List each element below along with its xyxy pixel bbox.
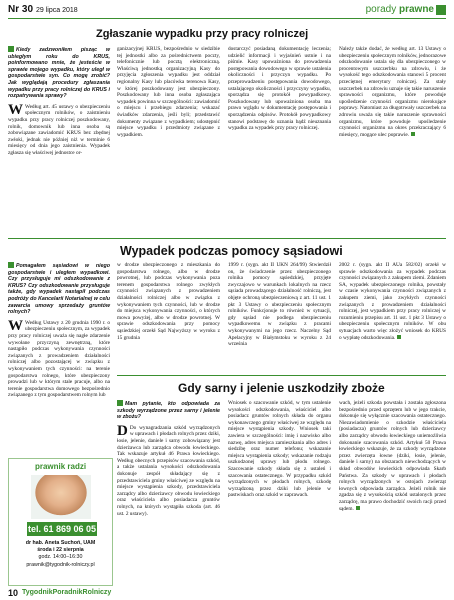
article-1-body-1-text: Według art. 45 ustawy o ubezpieczeniu społecznym rolników, o zaistnieniu wypadku przy pracy rolniczej poszkodowany, rolnik, domownik lub inna osoba są zobowiązane zawiadomić KRUS bez zbędnej zwłoki, jednak nie później niż w terminie 6 miesięcy od dnia jego zaistnienia. Wypadek zgłasza się właściwej jednostce or- bbox=[8, 103, 110, 156]
article-1-column-2: ganizacyjnej KRUS, bezpośrednio w siedzibie tej jednostki albo za pośrednictwem poczty, telefonicznie lub pocztą elektroniczną. Właściwą jednostką organizacyjną Kasy do przyjęcia zgłoszenia wypadku jest oddział regionalny Kasy lub placówka terenowa Kasy, w której poszkodowany jest ubezpieczony. Poszkodowany lub inna osoba zgłaszająca wypadek powinna w szczególności: zawiadomić o miejscu i przebiegu zdarzenia; wskazać świadków zdarzenia, jeśli byli; przedstawić dokumenty związane z wypadkiem; udostępnić miejsce wypadku i przedmioty związane z wypadkiem. bbox=[117, 46, 220, 138]
section-mark-icon bbox=[436, 5, 446, 15]
article-2-column-4 bbox=[339, 262, 446, 341]
section-logo-bold: prawne bbox=[398, 4, 434, 15]
article-3-column-3-text: wach, jeżeli szkoda powstała i została zgłoszona bezpośrednio przed sprzętem lub w jego trakcie, dokonuje się wyłącznie szacowania ostatecznego. Niezawiadomienie o szkodzie właściciela (posiadacza) gruntów rolnych lub dzierżawcy albo zarządcy obwodu łowieckiego uniemożliwia dokonanie szacowania szkód. Artykuł 50 Prawa łowieckiego wskazuje, że za szkody wyrządzone przez zwierzęta łowne (dziki, łosie, jelenie, daniele i sarny) na obszarach niewchodzących w skład obwodów łowieckich odpowiada Skarb Państwa. Za szkody w uprawach i płodach rolnych wyrządzonych w ostojach zwierząt łownych odpowiada zarządca. Jeżeli rolnik nie zgadza się z wysokością szkód ustalonych przez zarządcę, ma prawo dochodzić swoich racji przed sądem. bbox=[339, 400, 446, 512]
issue-info bbox=[8, 4, 78, 15]
dropcap-W: W bbox=[8, 101, 23, 118]
article-3-title: Gdy sarny i jelenie uszkodziły zboże bbox=[178, 381, 385, 395]
brand-part-1: Tygodnik bbox=[22, 589, 53, 596]
article-1-title: Zgłaszanie wypadku przy pracy rolniczej bbox=[96, 28, 309, 40]
article-3-body-1-text: Do wynagradzania szkód wyrządzonych w uprawach i płodach rolnych przez dziki, łosie, jelenie, daniele i sarny zobowiązany jest dzierżawca lub zarządca obwodu łowieckiego. Tak wskazuje artykuł 46 Prawa łowieckiego. Według obecnych przepisów szacowania szkód, a także ustalania wysokości odszkodowania dokonuje zespół składający się z przedstawiciela gminy właściwej ze względu na miejsce wystąpienia szkody, przedstawiciela zarządcy albo dzierżawcy obwodu łowieckiego oraz właściciela albo posiadacza gruntów rolnych, na których wystąpiła szkoda (art. 46 ust. 2 ustawy). bbox=[117, 424, 221, 517]
page-number: 10 bbox=[8, 588, 19, 598]
article-1-body-1 bbox=[8, 101, 110, 157]
article-3-column-1 bbox=[117, 400, 220, 517]
article-1-column-3: dostarczyć posiadaną dokumentację leczenia; udzielić informacji i wyjaśnień ustnie i na piśmie. Kasy upoważniona do prowadzenia postępowania dowodowego w sprawie ustalenia okoliczności i przyczyn wypadku. Po przeprowadzeniu postępowania dowodowego, ustalającego okoliczności i przyczyny wypadku, sporządza się protokół powypadkowy. Poszkodowany lub upoważniona osoba ma prawo wglądu w dokumentację postępowania i sporządzenia odpisów. Protokół powypadkowy stanowi podstawę do uznania bądź nieuznania wypadku za wypadek przy pracy rolniczej. bbox=[228, 46, 331, 132]
article-1-lead-text: Kiedy zadzwoniłem pisząc w ubiegłym roku do KRUS, poinformowano mnie, że jesteście w sprawie mojego wypadku, który uległ w gospodarstwie syn. Co mogę zrobić? Jak wyglądają procedury zgłaszania wypadku przy pracy rolniczej do KRUS i rozpatrywania sprawy? bbox=[8, 47, 110, 100]
section-logo-light: porady bbox=[365, 4, 397, 15]
page-footer bbox=[8, 588, 446, 598]
article-divider-2 bbox=[117, 375, 446, 376]
publication-brand bbox=[22, 589, 111, 596]
lawyer-contact-box bbox=[8, 458, 113, 586]
lawyer-email[interactable]: prawnik@tygodnik-rolniczy.pl bbox=[26, 562, 95, 568]
article-divider-1 bbox=[8, 238, 446, 239]
brand-part-3: Rolniczy bbox=[82, 589, 112, 596]
end-mark-icon bbox=[411, 132, 415, 136]
lawyer-day: środa i 22 sierpnia bbox=[37, 547, 84, 553]
question-marker-icon bbox=[117, 400, 123, 406]
article-3-body-1 bbox=[117, 422, 221, 517]
article-1-column-4 bbox=[339, 46, 446, 138]
dropcap-W: W bbox=[8, 317, 23, 334]
article-2-lead bbox=[8, 262, 110, 316]
article-2-body-1-text: Według Ustawy z 20 grudnia 1990 r. o ubezpieczeniu społecznym, za wypadek przy pracy rolniczej uważa się nagłe zdarzenie wywołane przyczyną zewnętrzną, które nastąpiło podczas wykonywania czynności związanych z prowadzeniem działalności rolniczej albo pozostającej w związku z wykonywaniem tych czynności: na terenie gospodarstwa rolnego, które ubezpieczony prowadzi lub w którym stale pracuje, albo na terenie gospodarstwa domowego bezpośrednio związanego z tym gospodarstwem rolnym lub bbox=[8, 319, 110, 399]
brand-part-2: Poradnik bbox=[52, 589, 83, 596]
question-marker-icon bbox=[8, 262, 14, 268]
article-1-column-1 bbox=[8, 46, 110, 157]
article-2-column-4-text: 2002 r. (sygn. akt II AUa 582/02) orzekł w sprawie odszkodowania za wypadek podczas czynności związanych z zakupem ziemi. Zdaniem SA, wypadek ubezpieczonego rolnika, powstały w czasie wykonywania czynności związanych z zakupem ziemi, jako zwykłych czynności związanych z prowadzeniem działalności rolniczej, jest wypadkiem przy pracy rolniczej w rozumieniu przepisu art. 11 ust. 1 pkt 3 Ustawy o ubezpieczeniu społecznym rolników. W obu sytuacjach warto więc złożyć wniosek do KRUS o wypłatę odszkodowania. bbox=[339, 262, 446, 341]
dropcap-D: D bbox=[117, 422, 128, 439]
article-3-lead bbox=[117, 400, 220, 421]
article-2-column-3: 1999 r. (sygn. akt II UKN 264/99) Stwierdził on, że świadczenie przez ubezpieczonego rolnika pomocy sąsiedzkiej, przyjęte zwyczajowo w warunkach lokalnych na rzecz sąsiada prowadzącego działalność rolniczą, jest objęte ochroną ubezpieczeniową z art. 11 ust. 1 pkt 3 Ustawy o ubezpieczeniu społecznym rolników. Funkcjonuje to również w sytuacji, gdy sąsiad nie podlega ubezpieczeniu wypadkowemu w związku z pracami wykonywanymi na jego rzecz. Naczelny Sąd Apelacyjny w Białymstoku w wyroku z 24 września bbox=[228, 262, 331, 348]
article-3-lead-text: Mam pytanie, kto odpowiada za szkody wyrządzone przez sarny i jelenie w zbożu? bbox=[117, 401, 220, 421]
article-2-column-2: w drodze ubezpieczonego z mieszkania do gospodarstwa rolnego, albo w drodze powrotnej, lub podczas wykonywania poza terenem gospodarstwa rolnego zwykłych czynności związanych z prowadzeniem działalności rolniczej albo w związku z wykonywaniem tych czynności, lub w drodze do miejsca wykonywania czynności, o których mowa powyżej, albo w drodze powrotnej. W sprawie odszkodowania przy pomocy sąsiedzkiej orzekł Sąd Najwyższy w wyroku z 15 grudnia bbox=[117, 262, 220, 341]
header-rule bbox=[8, 18, 446, 19]
section-logo bbox=[366, 4, 434, 15]
article-1-column-4-text: Należy także dodać, że według art. 13 Ustawy o ubezpieczeniu społecznym rolników, jednorazowe odszkodowanie ustala się dla ubezpieczonego w procentowym uszczerbku na zdrowiu, i że wysokość tego odszkodowania stanowi 5 procent przeciętnej emerytury rolniczej. Za stały uszczerbek na zdrowiu uznaje się takie naruszenie sprawności organizmu, które powoduje upośledzenie czynności organizmu nierokujące poprawy. Natomiast za długotrwały uszczerbek na zdrowiu uważa się takie naruszenie sprawności organizmu, które powoduje upośledzenie czynności organizmu na okres przekraczający 6 miesięcy, mogące ulec poprawie. bbox=[339, 46, 446, 138]
article-2-title: Wypadek podczas pomocy sąsiadowi bbox=[120, 244, 343, 258]
article-1-lead bbox=[8, 46, 110, 100]
article-2-body-1 bbox=[8, 317, 110, 399]
issue-number: Nr 30 bbox=[8, 4, 34, 15]
article-3-column-2: Wniosek o szacowanie szkód, w tym ustalenie wysokości odszkodowania, właściciel albo posiadacz gruntów rolnych składa do organu wykonawczego gminy właściwej ze względu na miejsce wystąpienia szkody. Wniosek taki zawiera w szczególności: imię i nazwisko albo nazwę, adres miejsca zamieszkania albo adres i siedzibę oraz numer telefonu; wskazanie miejsca wystąpienia szkody; wskazanie rodzaju uszkodzonej uprawy lub płodu rolnego. Szacowanie szkody składa się z ustaleń i szacowania ostatecznego. W przypadku szkód wyrządzonych w płodach rolnych, szkodę wyrządzoną przez dziki lub jelenie w pastwiskach oraz szkód w zaprawach. bbox=[228, 400, 331, 499]
lawyer-name: dr hab. Aneta Suchoń, UAM bbox=[25, 540, 96, 546]
end-mark-icon bbox=[397, 335, 401, 339]
lawyer-phone[interactable]: tel. 61 869 06 05 bbox=[27, 524, 97, 534]
page-header bbox=[8, 4, 446, 18]
end-mark-icon bbox=[356, 506, 360, 510]
lawyer-box-title: prawnik radzi bbox=[34, 462, 87, 471]
lawyer-photo bbox=[31, 475, 91, 519]
question-marker-icon bbox=[8, 46, 14, 52]
article-2-column-1 bbox=[8, 262, 110, 399]
lawyer-hours: godz. 14:00–16:30 bbox=[38, 554, 83, 560]
article-2-lead-text: Pomagałem sąsiadowi w niego gospodarstwie i uległem wypadkowi. Czy przysługuje mi odszkodowanie z KRUS? Czy odszkodowanie przysługuje także, gdy wypadek nastąpił podczas podróży do Kancelarii Notarialnej w celu zawarcia umowy sprzedaży gruntów rolnych? bbox=[8, 263, 110, 316]
article-3-column-3 bbox=[339, 400, 446, 512]
issue-date: 29 lipca 2018 bbox=[36, 7, 78, 14]
